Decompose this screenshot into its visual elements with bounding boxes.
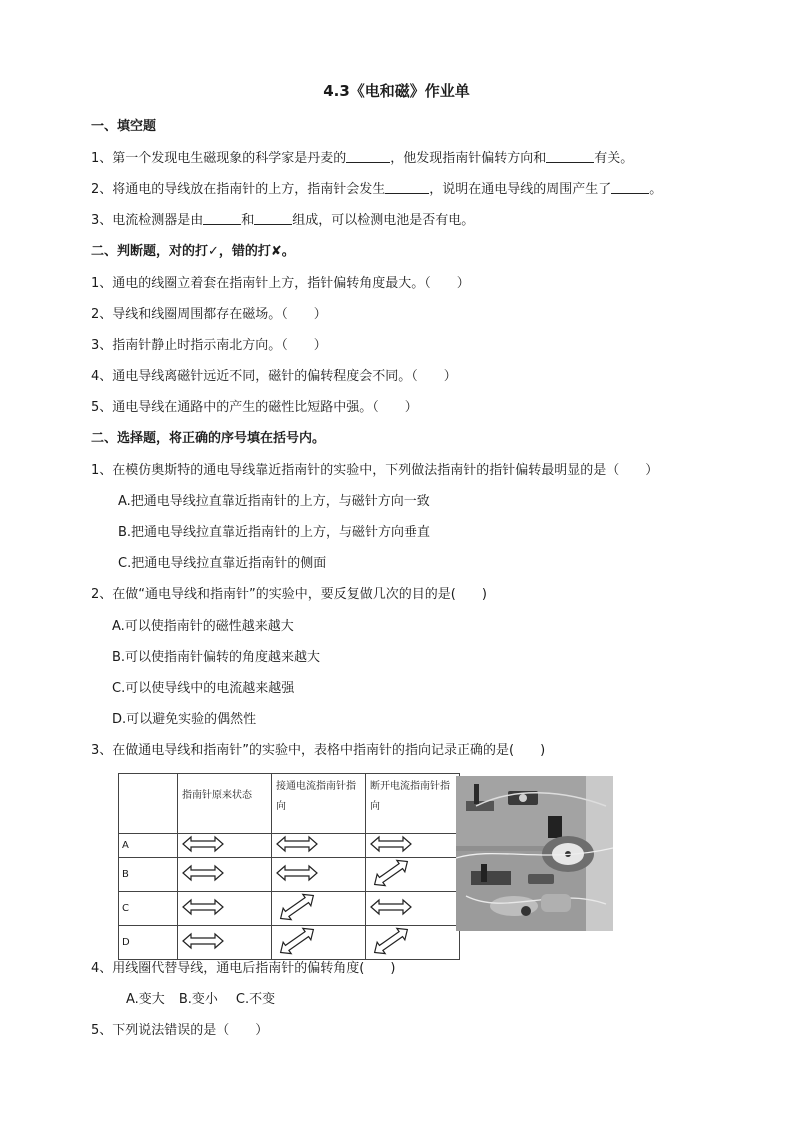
horizontal-arrow-icon <box>276 863 318 883</box>
horizontal-arrow-icon <box>182 834 224 854</box>
fill-q2-part-a: 2、将通电的导线放在指南针的上方，指南针会发生 <box>91 182 386 197</box>
fill-q3-part-a: 3、电流检测器是由 <box>91 213 204 228</box>
compass-record-table <box>118 773 460 960</box>
experiment-photo-illustration <box>456 776 613 931</box>
arrow-cell <box>178 858 272 892</box>
choice-question-4: 4、用线圈代替导线，通电后指南针的偏转角度( ) <box>91 961 396 976</box>
arrow-cell <box>366 858 460 892</box>
choice-option: B.可以使指南针偏转的角度越来越大 <box>112 650 321 665</box>
diagonal-arrow-icon <box>276 926 318 956</box>
choice-option: A.把通电导线拉直靠近指南针的上方，与磁针方向一致 <box>118 494 430 509</box>
choice-option: B.把通电导线拉直靠近指南针的上方，与磁针方向垂直 <box>118 525 431 540</box>
row-label: D <box>119 926 178 960</box>
horizontal-arrow-icon <box>182 897 224 917</box>
arrow-cell <box>272 926 366 960</box>
section-heading-multiple-choice: 二、选择题，将正确的序号填在括号内。 <box>91 431 326 446</box>
judge-item: 4、通电导线离磁针远近不同，磁针的偏转程度会不同。（ ） <box>91 369 457 384</box>
answer-blank[interactable] <box>385 181 429 194</box>
arrow-cell <box>178 834 272 858</box>
fill-q1-part-c: 有关。 <box>594 151 634 166</box>
diagonal-arrow-icon <box>370 858 412 888</box>
choice-option: A.变大 <box>126 992 165 1007</box>
fill-q3-part-c: 组成，可以检测电池是否有电。 <box>292 213 475 228</box>
horizontal-arrow-icon <box>370 897 412 917</box>
arrow-cell <box>366 834 460 858</box>
arrow-cell <box>272 834 366 858</box>
choice-option-row <box>126 988 275 1007</box>
judge-item: 2、导线和线圈周围都存在磁场。（ ） <box>91 307 327 322</box>
horizontal-arrow-icon <box>182 931 224 951</box>
choice-option: A.可以使指南针的磁性越来越大 <box>112 619 294 634</box>
choice-option: C.不变 <box>235 992 276 1007</box>
table-row <box>119 834 460 858</box>
answer-blank[interactable] <box>346 150 390 163</box>
answer-blank[interactable] <box>611 181 649 194</box>
fill-question-3 <box>91 209 474 228</box>
arrow-cell <box>178 892 272 926</box>
table-row <box>119 892 460 926</box>
arrow-cell <box>272 892 366 926</box>
section-heading-true-false: 二、判断题，对的打✓，错的打✘。 <box>91 244 295 259</box>
horizontal-arrow-icon <box>182 863 224 883</box>
choice-question-3: 3、在做通电导线和指南针”的实验中，表格中指南针的指向记录正确的是( ) <box>91 743 546 758</box>
arrow-cell <box>178 926 272 960</box>
choice-question-2: 2、在做“通电导线和指南针”的实验中，要反复做几次的目的是( ) <box>91 587 487 602</box>
arrow-cell <box>366 926 460 960</box>
table-header-cell <box>119 774 178 834</box>
fill-q3-part-b: 和 <box>241 213 255 228</box>
row-label: B <box>119 858 178 892</box>
diagonal-arrow-icon <box>276 892 318 922</box>
arrow-cell <box>366 892 460 926</box>
choice-option: B.变小 <box>178 992 218 1007</box>
diagonal-arrow-icon <box>370 926 412 956</box>
judge-item: 3、指南针静止时指示南北方向。（ ） <box>91 338 327 353</box>
table-row <box>119 858 460 892</box>
horizontal-arrow-icon <box>370 834 412 854</box>
table-header-cell: 断开电流指南针指向 <box>366 774 460 834</box>
fill-q1-part-a: 1、第一个发现电生磁现象的科学家是丹麦的 <box>91 151 347 166</box>
choice-question-5: 5、下列说法错误的是（ ） <box>91 1023 269 1038</box>
fill-q1-part-b: ，他发现指南针偏转方向和 <box>390 151 547 166</box>
answer-blank[interactable] <box>254 212 292 225</box>
horizontal-arrow-icon <box>276 834 318 854</box>
row-label: A <box>119 834 178 858</box>
row-label: C <box>119 892 178 926</box>
table-row <box>119 926 460 960</box>
answer-blank[interactable] <box>203 212 241 225</box>
fill-q2-part-c: 。 <box>649 182 663 197</box>
worksheet-title: 4.3《电和磁》作业单 <box>323 82 470 100</box>
section-heading-fill-blank: 一、填空题 <box>91 119 157 134</box>
fill-q2-part-b: ，说明在通电导线的周围产生了 <box>429 182 612 197</box>
choice-option: C.把通电导线拉直靠近指南针的侧面 <box>118 556 327 571</box>
answer-blank[interactable] <box>546 150 594 163</box>
judge-item: 5、通电导线在通路中的产生的磁性比短路中强。（ ） <box>91 400 418 415</box>
table-header-cell: 接通电流指南针指向 <box>272 774 366 834</box>
arrow-cell <box>272 858 366 892</box>
choice-question-1: 1、在模仿奥斯特的通电导线靠近指南针的实验中，下列做法指南针的指针偏转最明显的是（ ） <box>91 463 659 478</box>
fill-question-1 <box>91 147 633 166</box>
experiment-photo <box>456 776 613 931</box>
choice-option: C.可以使导线中的电流越来越强 <box>112 681 295 696</box>
table-header-cell: 指南针原来状态 <box>178 774 272 834</box>
fill-question-2 <box>91 178 662 197</box>
choice-option: D.可以避免实验的偶然性 <box>112 712 257 727</box>
judge-item: 1、通电的线圈立着套在指南针上方，指针偏转角度最大。（ ） <box>91 276 470 291</box>
